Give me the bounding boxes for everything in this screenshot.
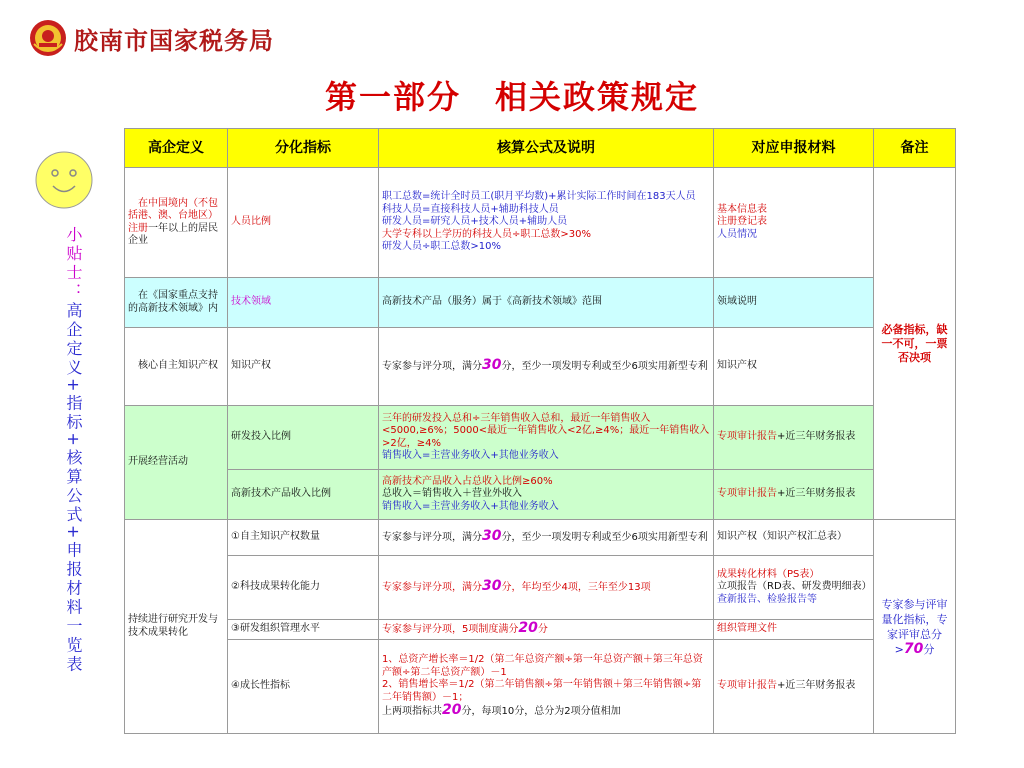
header-indicator: 分化指标: [228, 128, 379, 168]
material-line: 人员情况: [717, 228, 757, 240]
material-line: 成果转化材料（PS表）: [717, 568, 820, 580]
formula-text: 分，至少一项发明专利或至少6项实用新型专利: [501, 532, 708, 544]
remark-text: 分: [923, 642, 935, 656]
formula-text: 分: [537, 624, 548, 636]
remark-required: 必备指标，缺一不可，一票否决项: [874, 168, 956, 520]
formula-line: 2、销售增长率＝1/2（第二年销售额÷第一年销售额＋第三年销售额÷第二年销售额）－1；: [382, 679, 702, 703]
remark-text: 专家参与评审量化指标，专家评审总分>: [881, 597, 948, 656]
formula-transform: [379, 556, 714, 620]
materials-hitech: [714, 470, 874, 520]
formula-line: 总收入＝销售收入＋营业外收入: [382, 488, 522, 500]
materials-tech-field: 领域说明: [714, 278, 874, 328]
materials-growth: [714, 640, 874, 734]
indicator-rd-ratio: 研发投入比例: [228, 406, 379, 470]
score-value: 30: [482, 578, 502, 595]
definition-tech-field: 在《国家重点支持的高新技术领域》内: [124, 278, 228, 328]
header-materials: 对应申报材料: [714, 128, 874, 168]
header-formula: 核算公式及说明: [379, 128, 714, 168]
formula-hitech: [379, 470, 714, 520]
formula-text: 专家参与评分项，满分: [382, 582, 482, 594]
formula-line: 研发人员÷职工总数>10%: [382, 241, 501, 253]
material-line: 注册登记表: [717, 216, 767, 228]
material-line: 基本信息表: [717, 203, 767, 215]
page-title: 第一部分 相关政策规定: [324, 78, 699, 116]
material-line: 立项报告（RD表、研发费明细表）: [717, 581, 872, 593]
formula-line: 高新技术产品收入占总收入比例≥60%: [382, 475, 553, 487]
formula-org: [379, 620, 714, 640]
policy-table: [124, 128, 956, 734]
formula-line: 科技人员=直接科技人员+辅助科技人员: [382, 203, 559, 215]
definition-rd-transform: 持续进行研究开发与技术成果转化: [124, 520, 228, 734]
definition-ip: 核心自主知识产权: [124, 328, 228, 406]
score-value: 30: [482, 528, 502, 545]
material-line: 查新报告、检验报告等: [717, 593, 817, 605]
formula-line: 销售收入=主营业务收入+其他业务收入: [382, 450, 559, 461]
materials-personnel: [714, 168, 874, 278]
bureau-header: [28, 16, 274, 60]
material-text: +近三年财务报表: [777, 431, 856, 443]
material-text: +近三年财务报表: [777, 680, 856, 692]
indicator-org-mgmt: ③研发组织管理水平: [228, 620, 379, 640]
indicator-growth: ④成长性指标: [228, 640, 379, 734]
materials-transform: [714, 556, 874, 620]
indicator-personnel: 人员比例: [228, 168, 379, 278]
indicator-ip: 知识产权: [228, 328, 379, 406]
materials-own-ip: 知识产权（知识产权汇总表）: [714, 520, 874, 556]
formula-personnel: [379, 168, 714, 278]
indicator-transform: ②科技成果转化能力: [228, 556, 379, 620]
material-text: 专项审计报告: [717, 680, 777, 692]
score-value: 30: [482, 357, 502, 374]
tip-text: [44, 226, 84, 696]
formula-line: 研发人员=研究人员+技术人员+辅助人员: [382, 216, 568, 228]
formula-own-ip: [379, 520, 714, 556]
materials-org: 组织管理文件: [714, 620, 874, 640]
indicator-hitech-income: 高新技术产品收入比例: [228, 470, 379, 520]
materials-rd: [714, 406, 874, 470]
formula-text: 分，至少一项发明专利或至少6项实用新型专利: [501, 361, 708, 373]
materials-ip: 知识产权: [714, 328, 874, 406]
formula-line: 职工总数=统计全时员工(职月平均数)+累计实际工作时间在183天人员: [382, 191, 696, 203]
header-remarks: 备注: [874, 128, 956, 168]
score-value: 70: [903, 640, 924, 657]
score-value: 20: [518, 620, 538, 637]
score-value: 20: [442, 702, 462, 719]
formula-growth: [379, 640, 714, 734]
formula-line: 三年的研发投入总和÷三年销售收入总和，最近一年销售收入<5000,≥6%；5000<最近一年销售收入<2亿,≥4%；最近一年销售收入>2亿，≥4%: [382, 412, 710, 449]
formula-text: 专家参与评分项，5项制度满分: [382, 624, 519, 636]
definition-operations: 开展经营活动: [124, 406, 228, 520]
tip-heading: 小贴士：: [64, 226, 83, 302]
formula-line: 1、总资产增长率＝1/2（第二年总资产额÷第一年总资产额＋第三年总资产额÷第二年总资产额）－1: [382, 654, 703, 678]
smiley-icon: [34, 150, 94, 210]
tip-body: 高企定义+指标+核算公式+申报材料一览表: [64, 302, 83, 675]
formula-ip: [379, 328, 714, 406]
formula-text: 专家参与评分项，满分: [382, 361, 482, 373]
formula-text: 分，年均至少4项，三年至少13项: [501, 582, 651, 594]
tax-emblem-icon: [28, 18, 68, 58]
formula-text: 分，每项10分，总分为2项分值相加: [461, 706, 621, 718]
formula-text: 上两项指标共: [382, 706, 442, 718]
material-text: 专项审计报告: [717, 431, 777, 443]
material-text: 专项审计报告: [717, 488, 777, 500]
formula-line: 大学专科以上学历的科技人员÷职工总数>30%: [382, 228, 591, 240]
definition-text: 在中国境内（不包括港、澳、台地区）注册: [128, 197, 218, 234]
bureau-name: 胶南市国家税务局: [74, 25, 274, 55]
definition-text: 一年以上的居民企业: [128, 222, 218, 246]
formula-rd: [379, 406, 714, 470]
definition-cell: [124, 168, 228, 278]
formula-line: 销售收入=主营业务收入+其他业务收入: [382, 500, 559, 512]
formula-tech-field: 高新技术产品（服务）属于《高新技术领域》范围: [379, 278, 714, 328]
header-definition: 高企定义: [124, 128, 228, 168]
material-text: +近三年财务报表: [777, 488, 856, 500]
indicator-own-ip-count: ①自主知识产权数量: [228, 520, 379, 556]
remark-scored: [874, 520, 956, 734]
formula-text: 专家参与评分项，满分: [382, 532, 482, 544]
indicator-tech-field: 技术领域: [228, 278, 379, 328]
